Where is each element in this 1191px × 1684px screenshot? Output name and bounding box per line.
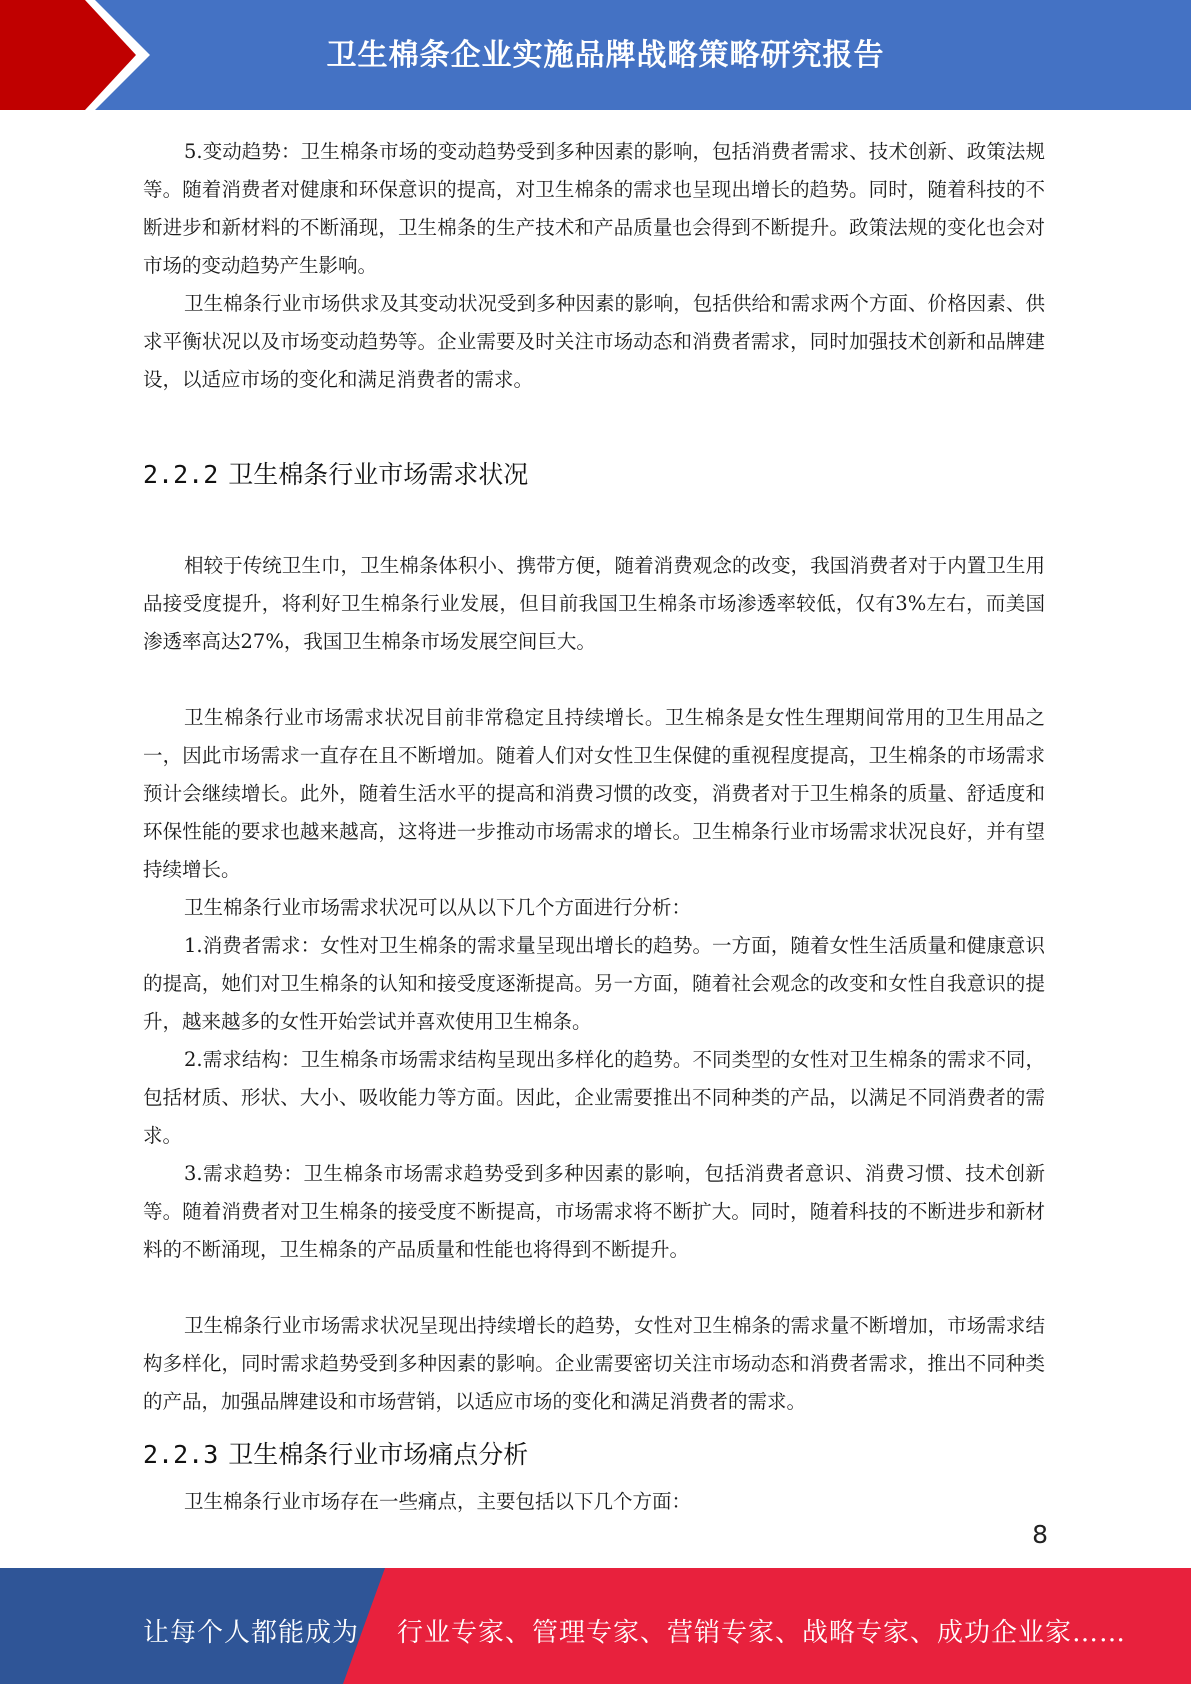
section-heading-2-2-3 bbox=[143, 1435, 1045, 1471]
footer-slogan-right: 行业专家、管理专家、营销专家、战略专家、成功企业家…… bbox=[397, 1618, 1127, 1648]
section-title: 卫生棉条行业市场需求状况 bbox=[228, 460, 529, 489]
paragraph-demand-conclusion: 卫生棉条行业市场需求状况呈现出持续增长的趋势，女性对卫生棉条的需求量不断增加，市场需求结构多样化，同时需求趋势受到多种因素的影响。企业需要密切关注市场动态和消费者需求，推出不同种类的产品，加强品牌建设和市场营销，以适应市场的变化和满足消费者的需求。 bbox=[143, 1314, 1045, 1413]
paragraph-analysis-intro: 卫生棉条行业市场需求状况可以从以下几个方面进行分析： bbox=[184, 896, 692, 919]
paragraph-consumer-demand: 1.消费者需求：女性对卫生棉条的需求量呈现出增长的趋势。一方面，随着女性生活质量和健康意识的提高，她们对卫生棉条的认知和接受度逐渐提高。另一方面，随着社会观念的改变和女性自我意识的提升，越来越多的女性开始尝试并喜欢使用卫生棉条。 bbox=[143, 934, 1045, 1033]
footer-slogan-left: 让每个人都能成为 bbox=[143, 1618, 360, 1648]
paragraph-demand-growth: 卫生棉条行业市场需求状况目前非常稳定且持续增长。卫生棉条是女性生理期间常用的卫生用品之一，因此市场需求一直存在且不断增加。随着人们对女性卫生保健的重视程度提高，卫生棉条的市场需求预计会继续增长。此外，随着生活水平的提高和消费习惯的改变，消费者对于卫生棉条的质量、舒适度和环保性能的要求也越来越高，这将进一步推动市场需求的增长。卫生棉条行业市场需求状况良好，并有望持续增长。 bbox=[143, 706, 1045, 881]
paragraph-demand-structure: 2.需求结构：卫生棉条市场需求结构呈现出多样化的趋势。不同类型的女性对卫生棉条的需求不同，包括材质、形状、大小、吸收能力等方面。因此，企业需要推出不同种类的产品，以满足不同消费者的需求。 bbox=[143, 1048, 1045, 1147]
page-footer bbox=[0, 1568, 1191, 1684]
page-header bbox=[0, 0, 1191, 110]
document-body bbox=[143, 133, 1045, 1521]
section-number: 2.2.2 bbox=[143, 460, 219, 489]
section-title: 卫生棉条行业市场痛点分析 bbox=[228, 1440, 529, 1469]
page-number: 8 bbox=[1032, 1520, 1048, 1549]
paragraph-penetration-rate: 相较于传统卫生巾，卫生棉条体积小、携带方便，随着消费观念的改变，我国消费者对于内置卫生用品接受度提升，将利好卫生棉条行业发展，但目前我国卫生棉条市场渗透率较低，仅有3%左右，而美国渗透率高达27%，我国卫生棉条市场发展空间巨大。 bbox=[143, 554, 1045, 653]
section-heading-2-2-2 bbox=[143, 455, 1045, 491]
paragraph-change-trend: 5.变动趋势：卫生棉条市场的变动趋势受到多种因素的影响，包括消费者需求、技术创新、政策法规等。随着消费者对健康和环保意识的提高，对卫生棉条的需求也呈现出增长的趋势。同时，随着科技的不断进步和新材料的不断涌现，卫生棉条的生产技术和产品质量也会得到不断提升。政策法规的变化也会对市场的变动趋势产生影响。 bbox=[143, 140, 1045, 277]
paragraph-demand-trend: 3.需求趋势：卫生棉条市场需求趋势受到多种因素的影响，包括消费者意识、消费习惯、技术创新等。随着消费者对卫生棉条的接受度不断提高，市场需求将不断扩大。同时，随着科技的不断进步和新材料的不断涌现，卫生棉条的产品质量和性能也将得到不断提升。 bbox=[143, 1162, 1045, 1261]
paragraph-supply-demand-summary: 卫生棉条行业市场供求及其变动状况受到多种因素的影响，包括供给和需求两个方面、价格因素、供求平衡状况以及市场变动趋势等。企业需要及时关注市场动态和消费者需求，同时加强技术创新和品牌建设，以适应市场的变化和满足消费者的需求。 bbox=[143, 292, 1045, 391]
section-number: 2.2.3 bbox=[143, 1440, 219, 1469]
paragraph-pain-points-intro: 卫生棉条行业市场存在一些痛点，主要包括以下几个方面： bbox=[184, 1490, 692, 1513]
header-title: 卫生棉条企业实施品牌战略策略研究报告 bbox=[326, 38, 885, 73]
